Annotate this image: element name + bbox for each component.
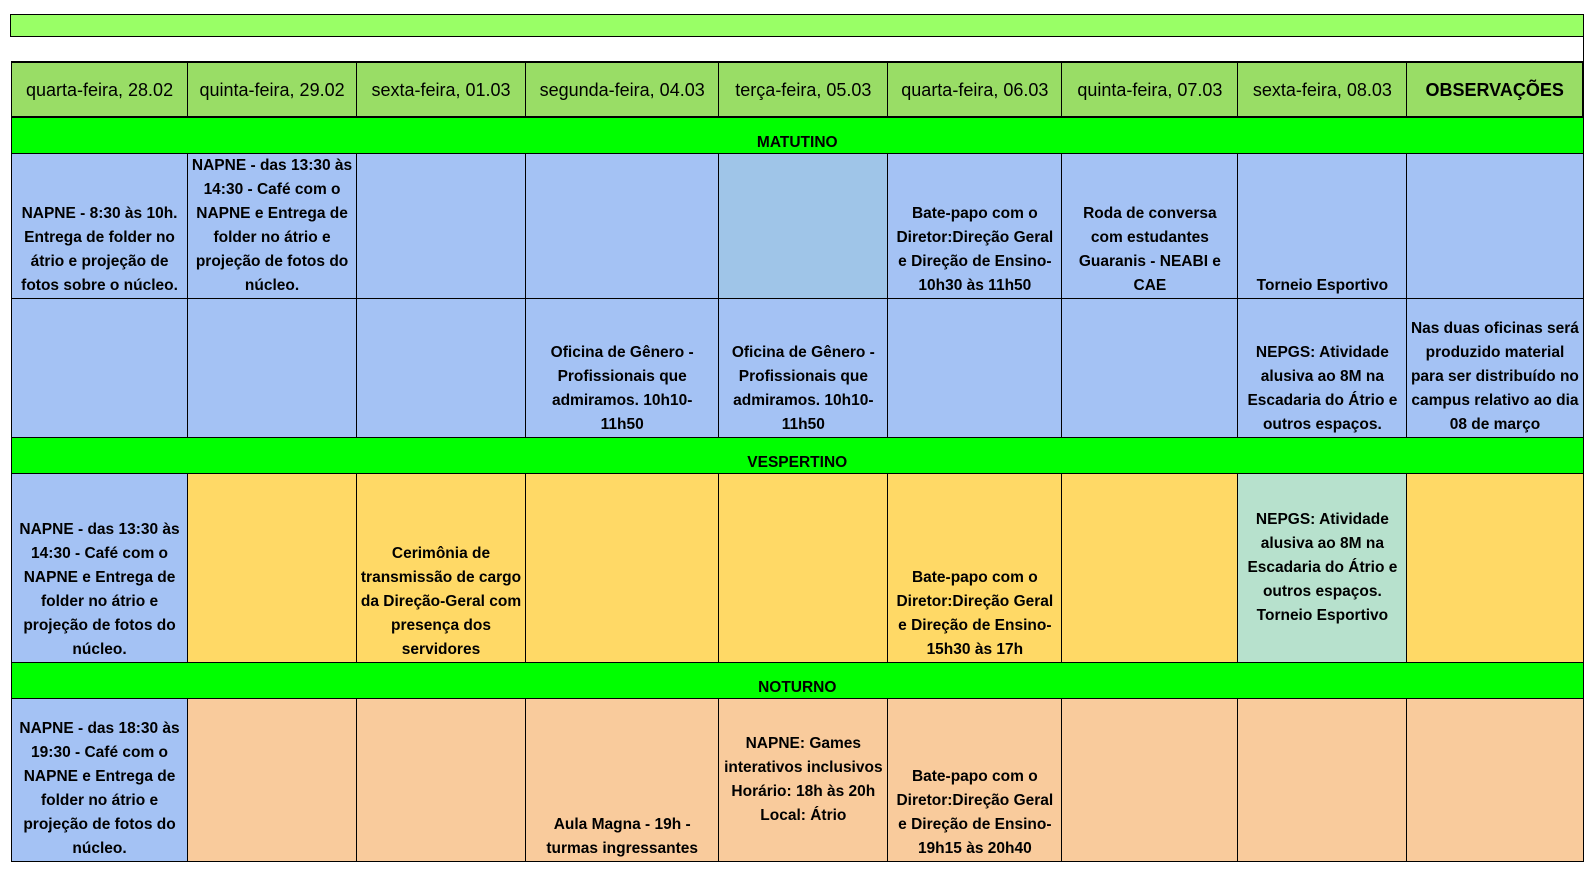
table-cell: Roda de conversa com estudantes Guaranis - NEABI e CAE xyxy=(1062,154,1238,299)
table-cell: NEPGS: Atividade alusiva ao 8M na Escadaria do Átrio e outros espaços. Torneio Esportivo xyxy=(1238,474,1407,663)
table-cell: NAPNE - das 18:30 às 19:30 - Café com o NAPNE e Entrega de folder no átrio e projeção de fotos do núcleo. xyxy=(12,699,188,862)
table-cell xyxy=(719,474,888,663)
divider xyxy=(1583,37,1584,61)
table-cell: NAPNE - das 13:30 às 14:30 - Café com o NAPNE e Entrega de folder no átrio e projeção de fotos do núcleo. xyxy=(12,474,188,663)
header-cell: segunda-feira, 04.03 xyxy=(525,62,718,117)
table-cell xyxy=(357,154,526,299)
header-row xyxy=(12,62,1584,117)
table-cell xyxy=(1062,699,1238,862)
header-cell: quinta-feira, 29.02 xyxy=(188,62,357,117)
table-cell: Nas duas oficinas será produzido material para ser distribuído no campus relativo ao dia 08 de março xyxy=(1407,299,1583,438)
table-cell xyxy=(188,474,357,663)
table-row xyxy=(12,474,1584,663)
table-cell: Bate-papo com o Diretor:Direção Geral e Direção de Ensino- 10h30 às 11h50 xyxy=(888,154,1062,299)
section-row-noturno xyxy=(12,663,1584,699)
table-cell xyxy=(1407,699,1583,862)
header-cell: terça-feira, 05.03 xyxy=(719,62,888,117)
header-cell: quarta-feira, 06.03 xyxy=(888,62,1062,117)
header-cell: quarta-feira, 28.02 xyxy=(12,62,188,117)
table-cell: NAPNE: Games interativos inclusivos Horário: 18h às 20h Local: Átrio xyxy=(719,699,888,862)
table-cell xyxy=(525,154,718,299)
table-cell: Oficina de Gênero - Profissionais que admiramos. 10h10- 11h50 xyxy=(719,299,888,438)
table-cell xyxy=(719,154,888,299)
table-cell xyxy=(357,299,526,438)
table-cell: Torneio Esportivo xyxy=(1238,154,1407,299)
table-cell: Oficina de Gênero - Profissionais que admiramos. 10h10- 11h50 xyxy=(525,299,718,438)
section-label: NOTURNO xyxy=(12,663,1584,699)
table-cell xyxy=(1238,699,1407,862)
title-bar xyxy=(10,14,1584,37)
section-row-vespertino xyxy=(12,438,1584,474)
table-cell xyxy=(1062,299,1238,438)
table-cell: NAPNE - das 13:30 às 14:30 - Café com o NAPNE e Entrega de folder no átrio e projeção de fotos do núcleo. xyxy=(188,154,357,299)
schedule-table xyxy=(11,61,1584,862)
table-cell: Bate-papo com o Diretor:Direção Geral e Direção de Ensino- 19h15 às 20h40 xyxy=(888,699,1062,862)
section-label: VESPERTINO xyxy=(12,438,1584,474)
table-cell: Bate-papo com o Diretor:Direção Geral e Direção de Ensino- 15h30 às 17h xyxy=(888,474,1062,663)
table-row xyxy=(12,699,1584,862)
table-cell: Cerimônia de transmissão de cargo da Direção-Geral com presença dos servidores xyxy=(357,474,526,663)
table-row xyxy=(12,154,1584,299)
header-cell: sexta-feira, 01.03 xyxy=(357,62,526,117)
table-cell xyxy=(888,299,1062,438)
header-cell: quinta-feira, 07.03 xyxy=(1062,62,1238,117)
table-row xyxy=(12,299,1584,438)
table-cell: NEPGS: Atividade alusiva ao 8M na Escadaria do Átrio e outros espaços. xyxy=(1238,299,1407,438)
table-cell xyxy=(525,474,718,663)
section-label: MATUTINO xyxy=(12,117,1584,154)
section-row-matutino xyxy=(12,117,1584,154)
header-cell-observacoes: OBSERVAÇÕES xyxy=(1407,62,1583,117)
table-cell xyxy=(1407,154,1583,299)
table-cell xyxy=(188,299,357,438)
table-cell xyxy=(12,299,188,438)
table-cell: Aula Magna - 19h - turmas ingressantes xyxy=(525,699,718,862)
table-cell xyxy=(357,699,526,862)
table-cell xyxy=(1062,474,1238,663)
table-cell: NAPNE - 8:30 às 10h. Entrega de folder no átrio e projeção de fotos sobre o núcleo. xyxy=(12,154,188,299)
table-cell xyxy=(188,699,357,862)
table-cell xyxy=(1407,474,1583,663)
header-cell: sexta-feira, 08.03 xyxy=(1238,62,1407,117)
